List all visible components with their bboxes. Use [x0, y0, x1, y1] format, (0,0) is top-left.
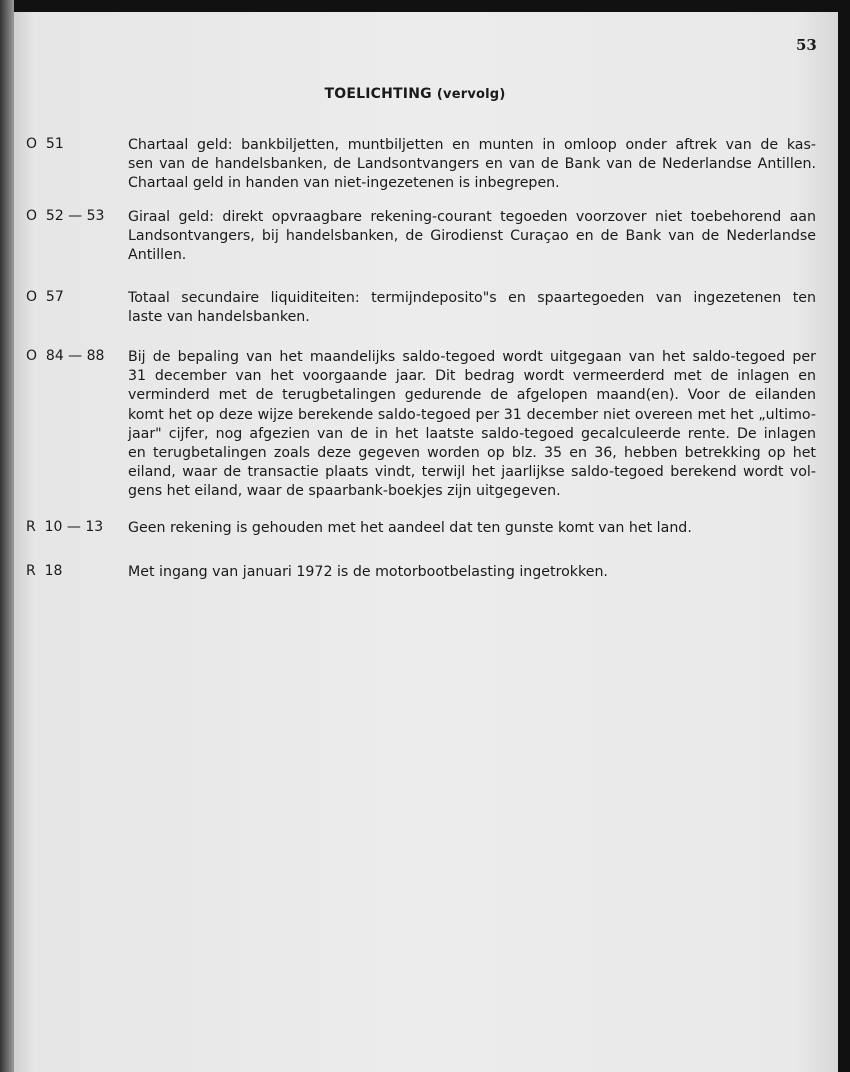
note-line: Bij de bepaling van het maandelijks saldo-tegoed wordt uitgegaan van het saldo-tegoed per	[128, 349, 816, 365]
note-text	[128, 208, 816, 266]
note-line: eiland, waar de transactie plaats vindt, terwijl het jaarlijkse saldo-tegoed berekend wordt vol-	[128, 464, 816, 481]
note-line: gens het eiland, waar de spaarbank-boekjes zijn uitgegeven.	[128, 483, 561, 500]
title-text: TOELICHTING	[324, 86, 432, 102]
note-line: en terugbetalingen zoals deze gegeven worden op blz. 35 en 36, hebben betrekking op het	[128, 444, 816, 461]
note-line: Antillen.	[128, 247, 187, 264]
note-text	[128, 348, 816, 502]
note-line: jaar" cijfer, nog afgezien van de in het laatste saldo-tegoed gecalculeerde rente. De inlagen	[128, 425, 816, 442]
note-line: verminderd met de terugbetalingen gedurende de afgelopen maand(en). Voor de eilanden	[128, 387, 816, 404]
page-title	[0, 86, 830, 102]
note-label: R 10 — 13	[26, 519, 104, 535]
note-text	[128, 519, 816, 538]
note-line: Met ingang van januari 1972 is de motorbootbelasting ingetrokken.	[128, 564, 608, 580]
note-line: sen van de handelsbanken, de Landsontvangers en van de Bank van de Nederlandse Antillen.	[128, 156, 816, 173]
page-gutter-shadow	[0, 0, 14, 1072]
note-line: laste van handelsbanken.	[128, 309, 310, 326]
note-line: Totaal secundaire liquiditeiten: termijndeposito"s en spaartegoeden van ingezetenen ten	[128, 290, 816, 306]
title-suffix: (vervolg)	[436, 87, 506, 102]
note-label: R 18	[26, 563, 63, 579]
note-line: Geen rekening is gehouden met het aandeel dat ten gunste komt van het land.	[128, 520, 692, 536]
note-line: Chartaal geld: bankbiljetten, muntbiljetten en munten in omloop onder aftrek van de kas-	[128, 137, 816, 153]
note-line: Landsontvangers, bij handelsbanken, de Girodienst Curaçao en de Bank van de Nederlandse	[128, 228, 816, 245]
note-line: 31 december van het voorgaande jaar. Dit bedrag wordt vermeerderd met de inlagen en	[128, 368, 816, 385]
note-label: O 52 — 53	[26, 208, 105, 224]
note-line: Chartaal geld in handen van niet-ingezetenen is inbegrepen.	[128, 175, 560, 192]
note-text	[128, 289, 816, 327]
note-label: O 57	[26, 289, 64, 305]
note-text	[128, 563, 816, 582]
note-line: Giraal geld: direkt opvraagbare rekening-courant tegoeden voorzover niet toebehorend aan	[128, 209, 816, 225]
note-label: O 84 — 88	[26, 348, 105, 364]
page-number: 53	[796, 36, 817, 54]
note-label: O 51	[26, 136, 64, 152]
note-line: komt het op deze wijze berekende saldo-tegoed per 31 december niet overeen met het „ultimo-	[128, 406, 816, 423]
note-text	[128, 136, 816, 194]
